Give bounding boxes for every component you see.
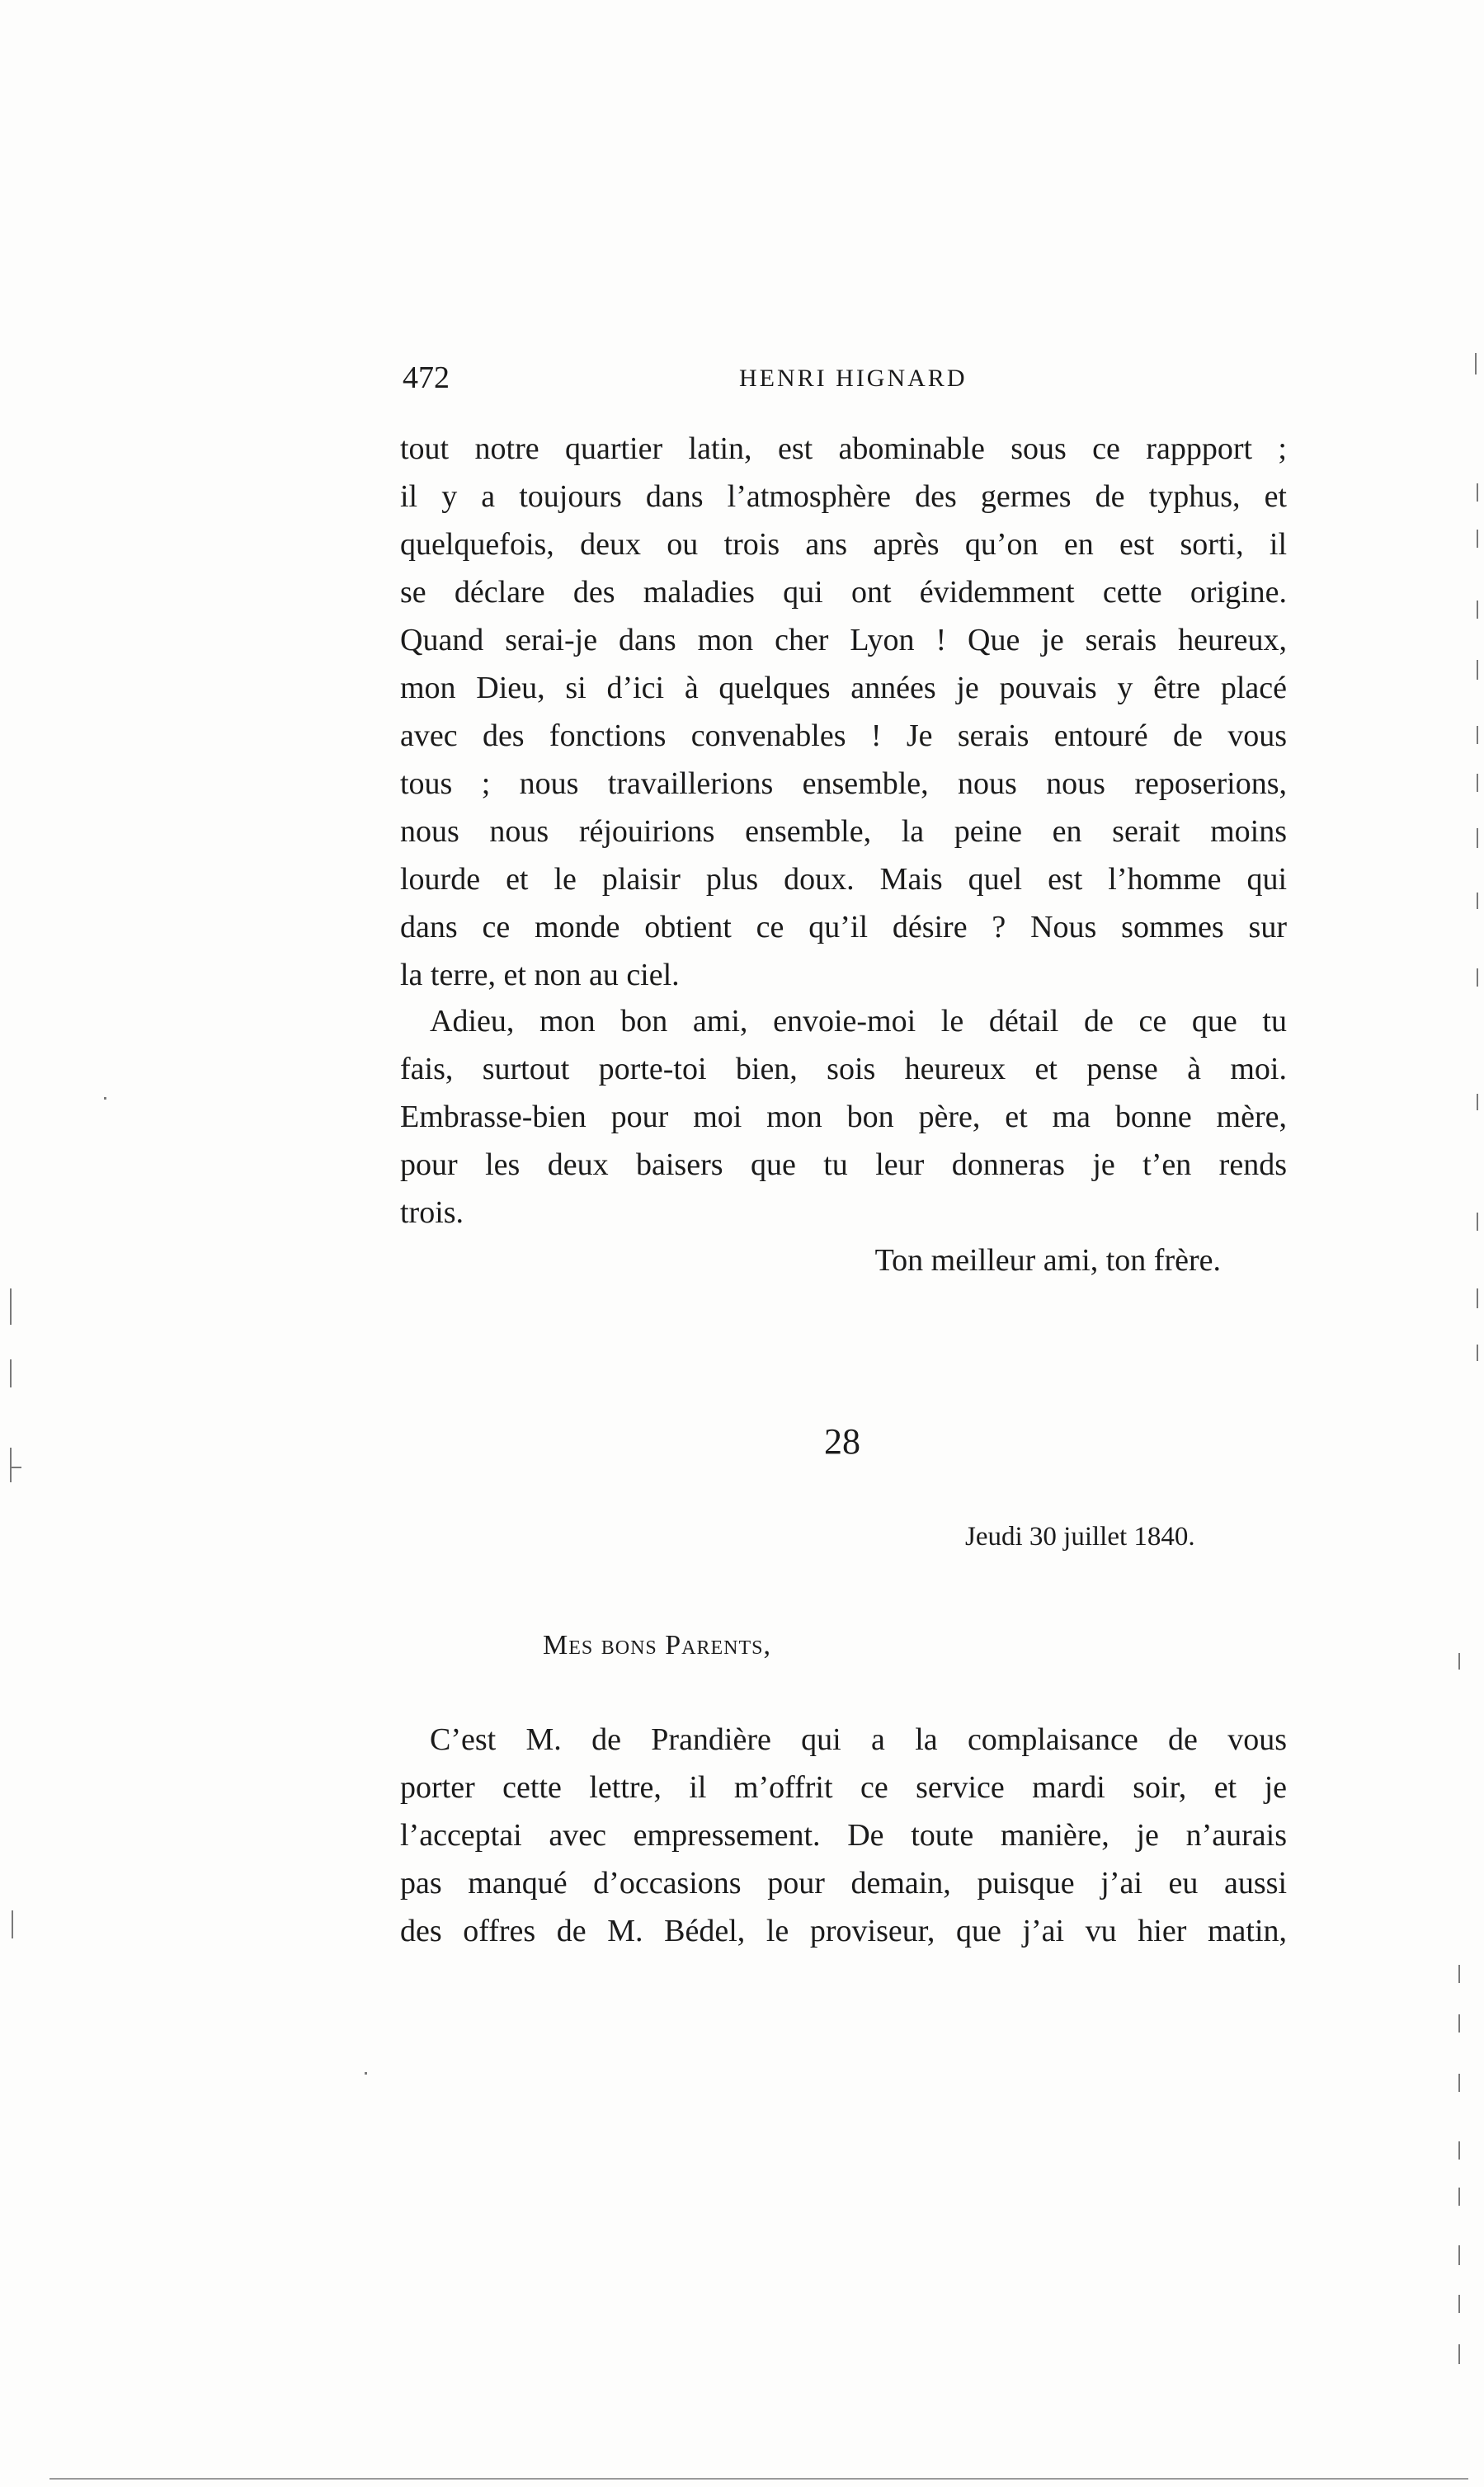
paragraph-1: [400, 425, 1287, 999]
scan-mark: [1477, 828, 1478, 848]
text-line: nous nous réjouirions ensemble, la peine en serait moins: [400, 814, 1287, 849]
scan-mark: [1458, 2141, 1460, 2160]
scan-mark: [1458, 2344, 1460, 2364]
scan-mark: [1477, 1213, 1478, 1231]
scan-mark: [1477, 893, 1478, 909]
text-line: trois.: [400, 1195, 464, 1230]
text-line: se déclare des maladies qui ont évidemment cette origine.: [400, 575, 1287, 610]
paragraph-2: [400, 997, 1287, 1284]
text-line: pour les deux baisers que tu leur donneras je t’en rends: [400, 1147, 1287, 1182]
text-line: fais, surtout porte-toi bien, sois heureux et pense à moi.: [400, 1052, 1287, 1086]
text-line: C’est M. de Prandière qui a la complaisance de vous: [430, 1722, 1287, 1757]
text-line: avec des fonctions convenables ! Je serais entouré de vous: [400, 718, 1287, 753]
scan-mark: [1477, 530, 1478, 548]
scan-mark: [1458, 2074, 1460, 2092]
scan-mark: [1477, 483, 1478, 502]
scan-mark: [1458, 2014, 1460, 2032]
text-line: mon Dieu, si d’ici à quelques années je pouvais y être placé: [400, 671, 1287, 705]
text-line: dans ce monde obtient ce qu’il désire ? Nous sommes sur: [400, 910, 1287, 944]
text-line: des offres de M. Bédel, le proviseur, que j’ai vu hier matin,: [400, 1914, 1287, 1948]
text-line: porter cette lettre, il m’offrit ce service mardi soir, et je: [400, 1770, 1287, 1805]
scan-mark: [1458, 2188, 1460, 2206]
running-title: HENRI HIGNARD: [739, 365, 968, 392]
scan-mark: [10, 1359, 12, 1387]
scan-mark: [1458, 2295, 1460, 2313]
scan-mark: [1477, 1094, 1478, 1110]
letter-body: [400, 1716, 1287, 1955]
scan-mark: [1458, 2245, 1460, 2265]
scan-mark: [1477, 968, 1478, 987]
signoff: Ton meilleur ami, ton frère.: [874, 1243, 1221, 1278]
text-line: l’acceptai avec empressement. De toute manière, je n’aurais: [400, 1818, 1287, 1853]
scan-mark: [10, 1448, 12, 1482]
page-number: 472: [403, 360, 450, 395]
scan-mark: [1475, 353, 1477, 374]
scan-mark: [1458, 1965, 1460, 1983]
scan-mark: [104, 1097, 106, 1100]
text-line: lourde et le plaisir plus doux. Mais quel est l’homme qui: [400, 862, 1287, 897]
text-line: Quand serai-je dans mon cher Lyon ! Que je serais heureux,: [400, 623, 1287, 657]
scan-mark: [1477, 660, 1478, 680]
text-line: tout notre quartier latin, est abominable sous ce rappport ;: [400, 431, 1287, 466]
text-line: quelquefois, deux ou trois ans après qu’on en est sorti, il: [400, 527, 1287, 562]
scan-mark: [1477, 1288, 1478, 1308]
scan-mark: [1477, 774, 1478, 792]
scan-mark: [12, 1910, 13, 1938]
scan-mark: [10, 1288, 12, 1325]
text-line: pas manqué d’occasions pour demain, puisque j’ai eu aussi: [400, 1866, 1287, 1901]
scan-edge-rule: [49, 2478, 1468, 2480]
text-line: Adieu, mon bon ami, envoie-moi le détail de ce que tu: [430, 1004, 1287, 1039]
scan-mark: [1477, 601, 1478, 619]
text-line: Embrasse-bien pour moi mon bon père, et ma bonne mère,: [400, 1100, 1287, 1134]
text-line: la terre, et non au ciel.: [400, 958, 680, 992]
letter-number: 28: [824, 1421, 860, 1462]
salutation: Mes bons Parents,: [543, 1630, 772, 1660]
text-line: tous ; nous travaillerions ensemble, nous nous reposerions,: [400, 766, 1287, 801]
scan-mark: [1477, 726, 1478, 744]
scan-mark: [10, 1467, 21, 1468]
letter-date: Jeudi 30 juillet 1840.: [965, 1522, 1195, 1552]
scan-mark: [365, 2072, 367, 2075]
scan-mark: [1458, 1653, 1460, 1670]
running-head: [403, 360, 1285, 401]
text-line: il y a toujours dans l’atmosphère des germes de typhus, et: [400, 479, 1287, 514]
scan-mark: [1477, 1345, 1478, 1361]
